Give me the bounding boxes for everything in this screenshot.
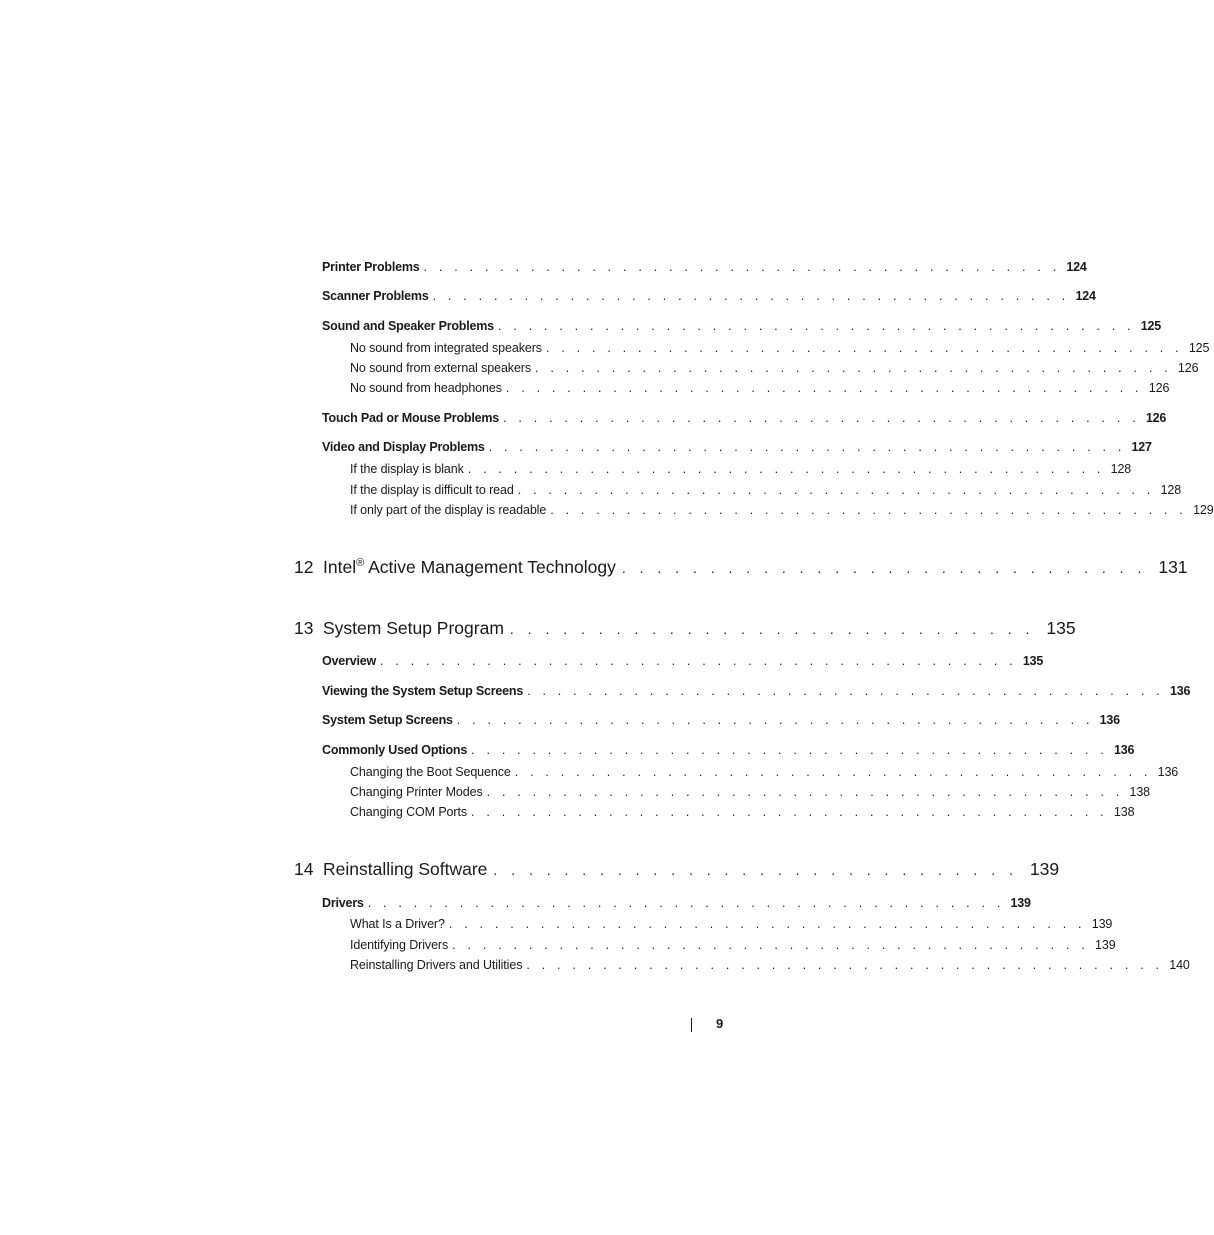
toc-entry-page: 138 xyxy=(1129,785,1151,799)
toc-entry-label: Sound and Speaker Problems xyxy=(322,319,494,333)
dot-leader: . . . . . . . . . . . . . . . . . . . . . . . . . . . . . . . . . . . . . . . . . . xyxy=(367,896,1005,910)
dot-leader: . . . . . . . . . . . . . . . . . . . . . . . . . . . . . . . . . . . . . . . . . . xyxy=(545,341,1183,355)
chapter-number: 13 xyxy=(294,618,314,638)
toc-entry-com-ports[interactable] xyxy=(350,805,1135,819)
toc-entry-label: Reinstalling Drivers and Utilities xyxy=(350,958,523,972)
dot-leader: . . . . . . . . . . . . . . . . . . . . . . . . . . . . . . . . . . . . . . . . . . xyxy=(456,713,1094,727)
toc-chapter-page: 135 xyxy=(1046,618,1076,638)
toc-chapter-page: 131 xyxy=(1158,557,1188,577)
registered-mark: ® xyxy=(356,557,365,569)
toc-entry-label: No sound from integrated speakers xyxy=(350,341,542,355)
chapter-number: 12 xyxy=(294,557,314,577)
toc-entry-no-sound-integrated[interactable] xyxy=(350,341,1210,355)
toc-entry-page: 140 xyxy=(1169,958,1190,972)
toc-entry-viewing-setup-screens[interactable] xyxy=(322,684,1191,698)
toc-chapter-page: 139 xyxy=(1029,859,1060,879)
footer-divider xyxy=(691,1018,692,1032)
toc-entry-page: 124 xyxy=(1075,289,1096,303)
dot-leader: . . . . . . . . . . . . . . . . . . . . . . . . . . . . . . . . . . . . . . . . . . xyxy=(423,260,1061,274)
toc-entry-page: 136 xyxy=(1113,743,1135,757)
toc-entry-label: No sound from external speakers xyxy=(350,361,532,375)
toc-entry-page: 139 xyxy=(1010,896,1031,910)
toc-entry-page: 125 xyxy=(1188,341,1210,355)
toc-entry-label: Video and Display Problems xyxy=(322,440,485,454)
toc-entry-no-sound-headphones[interactable] xyxy=(350,381,1170,395)
toc-entry-page: 127 xyxy=(1131,440,1152,454)
toc-chapter-12[interactable] xyxy=(294,557,1188,578)
dot-leader: . . . . . . . . . . . . . . . . . . . . . . . . . . . . . . . . . . . . . . . . . . xyxy=(503,411,1140,425)
toc-entry-page: 128 xyxy=(1110,462,1132,476)
toc-entry-page: 136 xyxy=(1157,765,1179,779)
toc-entry-reinstalling-drivers[interactable] xyxy=(350,958,1190,972)
toc-entry-label: What Is a Driver? xyxy=(350,917,445,931)
toc-chapter-label: Reinstalling Software xyxy=(323,859,488,879)
dot-leader: . . . . . . . . . . . . . . . . . . . . . . . . . . . . . . . . . . . . . . . . . . xyxy=(488,440,1126,454)
toc-entry-label: Changing COM Ports xyxy=(350,805,467,819)
toc-entry-scanner-problems[interactable] xyxy=(322,289,1096,303)
toc-entry-label: Printer Problems xyxy=(322,260,420,274)
dot-leader: . . . . . . . . . . . . . . . . . . . . . . . . . . . . . . . . . . . . . . . . . . xyxy=(514,765,1152,779)
toc-chapter-label xyxy=(323,557,616,578)
toc-entry-video-display[interactable] xyxy=(322,440,1152,454)
toc-entry-label: Drivers xyxy=(322,896,364,910)
toc-entry-commonly-used-options[interactable] xyxy=(322,743,1135,757)
footer-page-number: 9 xyxy=(716,1016,724,1031)
toc-entry-label: If only part of the display is readable xyxy=(350,503,547,517)
toc-entry-drivers[interactable] xyxy=(322,896,1031,910)
toc-entry-label: Overview xyxy=(322,654,376,668)
toc-entry-page: 135 xyxy=(1022,654,1044,668)
dot-leader: . . . . . . . . . . . . . . . . . . . . . . . . . . . . . . . . . . . . . . . . . . xyxy=(517,483,1155,497)
toc-entry-page: 126 xyxy=(1148,381,1170,395)
toc-entry-label: If the display is blank xyxy=(350,462,464,476)
toc-chapter-14[interactable] xyxy=(294,859,1060,880)
dot-leader: . . . . . . . . . . . . . . . . . . . . . . . . . . . . . . xyxy=(621,560,1147,576)
toc-entry-page: 124 xyxy=(1066,260,1087,274)
toc-entry-label: Identifying Drivers xyxy=(350,938,449,952)
toc-entry-overview[interactable] xyxy=(322,654,1044,668)
toc-entry-identifying-drivers[interactable] xyxy=(350,938,1116,952)
toc-entry-label: Changing Printer Modes xyxy=(350,785,483,799)
toc-entry-page: 128 xyxy=(1160,483,1182,497)
toc-entry-what-is-driver[interactable] xyxy=(350,917,1113,931)
dot-leader: . . . . . . . . . . . . . . . . . . . . . . . . . . . . . . . . . . . . . . . . . . xyxy=(527,684,1164,698)
toc-entry-display-partial[interactable] xyxy=(350,503,1214,517)
toc-entry-label: Scanner Problems xyxy=(322,289,429,303)
toc-entry-page: 138 xyxy=(1113,805,1135,819)
toc-entry-label: System Setup Screens xyxy=(322,713,453,727)
toc-entry-printer-modes[interactable] xyxy=(350,785,1151,799)
dot-leader: . . . . . . . . . . . . . . . . . . . . . . . . . . . . . . . . . . . . . . . . . . xyxy=(505,381,1143,395)
toc-entry-page: 136 xyxy=(1099,713,1120,727)
dot-leader: . . . . . . . . . . . . . . . . . . . . . . . . . . . . . . . . . . . . . . . . . . xyxy=(432,289,1070,303)
dot-leader: . . . . . . . . . . . . . . . . . . . . . . . . . . . . . . . . . . . . . . . . . . xyxy=(452,938,1089,952)
toc-entry-touch-pad-mouse[interactable] xyxy=(322,411,1167,425)
dot-leader: . . . . . . . . . . . . . . . . . . . . . . . . . . . . . . . . . . . . . . . . . . xyxy=(526,958,1164,972)
toc-chapter-label: System Setup Program xyxy=(323,618,504,638)
toc-entry-display-blank[interactable] xyxy=(350,462,1132,476)
toc-entry-label: No sound from headphones xyxy=(350,381,502,395)
toc-entry-label: Commonly Used Options xyxy=(322,743,468,757)
dot-leader: . . . . . . . . . . . . . . . . . . . . . . . . . . . . . . . . . . . . . . . . . . xyxy=(486,785,1124,799)
dot-leader: . . . . . . . . . . . . . . . . . . . . . . . . . . . . . . . . . . . . . . . . . . xyxy=(471,805,1108,819)
chapter-label-pre: Intel xyxy=(323,557,357,577)
dot-leader: . . . . . . . . . . . . . . . . . . . . . . . . . . . . . . . . . . . . . . . . . . xyxy=(380,654,1017,668)
dot-leader: . . . . . . . . . . . . . . . . . . . . . . . . . . . . . . . . . . . . . . . . . . xyxy=(471,743,1108,757)
dot-leader: . . . . . . . . . . . . . . . . . . . . . . . . . . . . . . xyxy=(509,621,1035,637)
toc-entry-page: 129 xyxy=(1193,503,1214,517)
toc-entry-page: 136 xyxy=(1169,684,1191,698)
chapter-number: 14 xyxy=(294,859,314,879)
dot-leader: . . . . . . . . . . . . . . . . . . . . . . . . . . . . . . xyxy=(493,862,1018,878)
toc-chapter-13[interactable] xyxy=(294,618,1076,639)
toc-entry-setup-screens[interactable] xyxy=(322,713,1120,727)
toc-entry-sound-speaker-problems[interactable] xyxy=(322,319,1162,333)
toc-entry-page: 125 xyxy=(1140,319,1162,333)
toc-entry-display-difficult[interactable] xyxy=(350,483,1182,497)
toc-entry-label: Changing the Boot Sequence xyxy=(350,765,511,779)
dot-leader: . . . . . . . . . . . . . . . . . . . . . . . . . . . . . . . . . . . . . . . . . . xyxy=(448,917,1086,931)
toc-entry-boot-sequence[interactable] xyxy=(350,765,1179,779)
toc-entry-printer-problems[interactable] xyxy=(322,260,1087,274)
dot-leader: . . . . . . . . . . . . . . . . . . . . . . . . . . . . . . . . . . . . . . . . . . xyxy=(535,361,1172,375)
dot-leader: . . . . . . . . . . . . . . . . . . . . . . . . . . . . . . . . . . . . . . . . . . xyxy=(497,319,1135,333)
toc-entry-page: 139 xyxy=(1095,938,1116,952)
toc-entry-label: Touch Pad or Mouse Problems xyxy=(322,411,500,425)
toc-entry-label: If the display is difficult to read xyxy=(350,483,514,497)
toc-entry-label: Viewing the System Setup Screens xyxy=(322,684,524,698)
dot-leader: . . . . . . . . . . . . . . . . . . . . . . . . . . . . . . . . . . . . . . . . . . xyxy=(467,462,1105,476)
toc-entry-page: 139 xyxy=(1091,917,1113,931)
toc-entry-page: 126 xyxy=(1145,411,1167,425)
toc-entry-page: 126 xyxy=(1177,361,1199,375)
chapter-label-main: Active Management Technology xyxy=(368,557,616,577)
toc-entry-no-sound-external[interactable] xyxy=(350,361,1199,375)
dot-leader: . . . . . . . . . . . . . . . . . . . . . . . . . . . . . . . . . . . . . . . . . . xyxy=(550,503,1188,517)
